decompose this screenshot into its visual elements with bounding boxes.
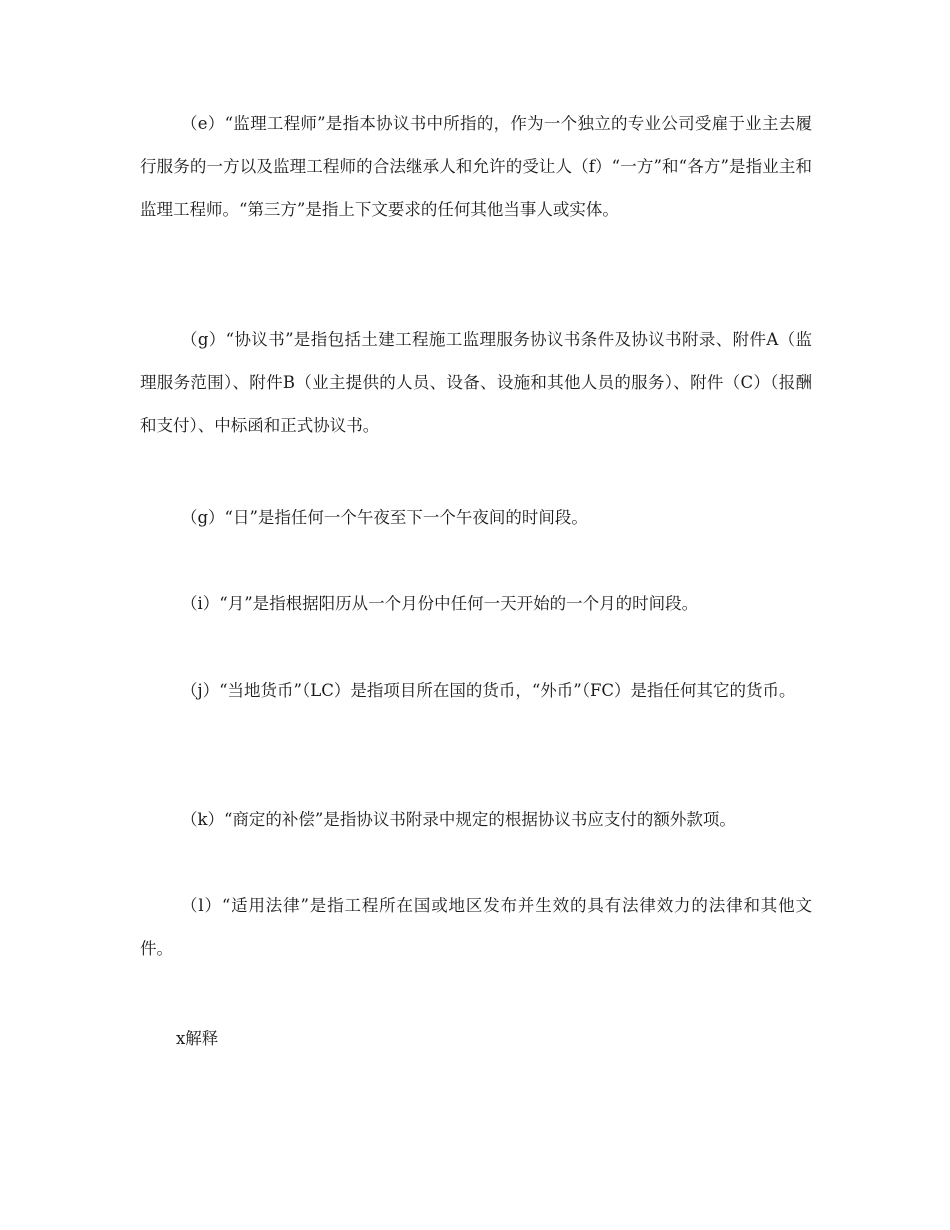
- definition-paragraph-i: （i）“月”是指根据阳历从一个月份中任何一天开始的一个月的时间段。: [181, 594, 699, 613]
- definition-paragraph-g-day: （g）“日”是指任何一个午夜至下一个午夜间的时间段。: [181, 508, 588, 527]
- definition-paragraph-e: （e）“监理工程师”是指本协议书中所指的，作为一个独立的专业公司受雇于业主去履行服务的一方以及监理工程师的合法继承人和允许的受让人（f）“一方”和“各方”是指业主和监理工程师。“第三方”是指上下文要求的任何其他当事人或实体。: [140, 114, 812, 219]
- definition-paragraph-g-agreement: （g）“协议书”是指包括土建工程施工监理服务协议书条件及协议书附录、附件A（监理服务范围）、附件B（业主提供的人员、设备、设施和其他人员的服务）、附件（C）（报酬和支付）、中标函和正式协议书。: [140, 330, 812, 435]
- section-heading: x解释: [176, 1029, 219, 1048]
- definition-paragraph-l: （l）“适用法律”是指工程所在国或地区发布并生效的具有法律效力的法律和其他文件。: [140, 896, 812, 958]
- definition-paragraph-k: （k）“商定的补偿”是指协议书附录中规定的根据协议书应支付的额外款项。: [181, 810, 736, 829]
- definition-paragraph-j: （j）“当地货币”（LC）是指项目所在国的货币，“外币”（FC）是指任何其它的货币。: [181, 681, 796, 700]
